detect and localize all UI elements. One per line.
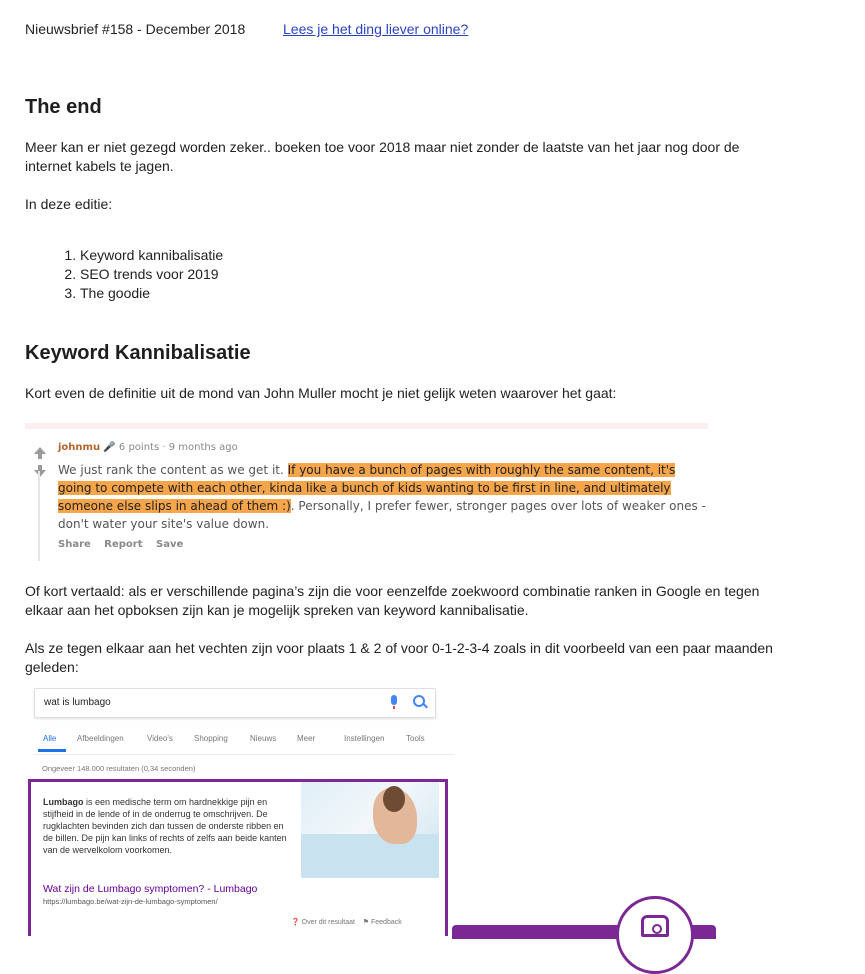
comment-age: 9 months ago bbox=[168, 442, 238, 453]
tab-news: Nieuws bbox=[250, 734, 277, 743]
comment-body bbox=[58, 461, 708, 533]
share-action: Share bbox=[58, 539, 91, 550]
snippet-description: is een medische term om hardnekkige pijn en stijfheid in de lende of in de onderrug te omschrijven. De rugklachten bevinden zich dan tussen de onderste ribben en de billen. De pijn kan links of rechts of zelfs aan beide kanten van de wervelkolom voorkomen. bbox=[43, 797, 287, 855]
explanation-paragraph: Of kort vertaald: als er verschillende pagina’s zijn die voor eenzelfde zoekwoord combinatie ranken in Google en tegen elkaar aan het opboksen zijn kan je mogelijk spreken van keyword kannibalisatie. bbox=[25, 583, 760, 618]
tab-images: Afbeeldingen bbox=[77, 734, 124, 743]
feedback-label: Feedback bbox=[371, 919, 402, 926]
feedback-icon: ⚑ bbox=[362, 919, 370, 926]
toc-item: 3. The goodie bbox=[80, 284, 223, 303]
snippet-keyword: Lumbago bbox=[43, 797, 84, 807]
vote-arrows bbox=[33, 447, 47, 477]
active-tab-underline bbox=[38, 749, 66, 752]
comment-actions bbox=[58, 539, 193, 550]
toc-item: 2. SEO trends voor 2019 bbox=[80, 265, 223, 284]
meta-separator: · bbox=[162, 442, 166, 453]
thread-line bbox=[38, 471, 40, 561]
result-count: Ongeveer 148.000 resultaten (0,34 seconden) bbox=[42, 764, 196, 773]
table-of-contents bbox=[25, 246, 223, 303]
snippet-footer bbox=[291, 918, 402, 926]
upvote-icon bbox=[34, 447, 46, 454]
save-action: Save bbox=[156, 539, 184, 550]
about-result: Over dit resultaat bbox=[301, 919, 355, 926]
newsletter-header bbox=[25, 21, 469, 37]
snippet-image bbox=[301, 782, 439, 878]
issue-label: Nieuwsbrief #158 - December 2018 bbox=[25, 21, 246, 37]
chat-widget-button[interactable] bbox=[616, 896, 694, 974]
search-icon bbox=[413, 695, 425, 707]
snippet-result-url: https://lumbago.be/wat-zijn-de-lumbago-symptomen/ bbox=[43, 897, 218, 906]
comment-meta bbox=[58, 442, 238, 453]
example-paragraph: Als ze tegen elkaar aan het vechten zijn voor plaats 1 & 2 of voor 0-1-2-3-4 zoals in dit voorbeeld van een paar maanden geleden: bbox=[25, 640, 773, 675]
section-title-keyword-kannibalisatie: Keyword Kannibalisatie bbox=[25, 342, 251, 364]
tab-videos: Video's bbox=[147, 734, 173, 743]
snippet-result-title: Wat zijn de Lumbago symptomen? - Lumbago bbox=[43, 883, 258, 895]
tab-more: Meer bbox=[297, 734, 316, 743]
read-online-link[interactable]: Lees je het ding liever online? bbox=[283, 21, 469, 37]
comment-highlight: If you have a bunch of pages with roughly the same content, it's going to compete with each other, kinda like a bunch of kids wanting to be first in line, and ultimately someone else slips in ahead of them :) bbox=[58, 463, 676, 513]
toc-item: 1. Keyword kannibalisatie bbox=[80, 246, 223, 265]
tab-settings: Instellingen bbox=[344, 734, 385, 743]
tab-tools: Tools bbox=[406, 734, 425, 743]
search-query: wat is lumbago bbox=[44, 697, 111, 708]
google-results-image bbox=[25, 678, 457, 936]
definition-intro: Kort even de definitie uit de mond van John Muller mocht je niet gelijk weten waarover het gaat: bbox=[25, 385, 617, 401]
featured-snippet bbox=[28, 779, 448, 936]
google-search-box bbox=[34, 688, 436, 718]
briefcase-icon bbox=[641, 915, 669, 937]
reddit-comment-image bbox=[25, 423, 708, 564]
comment-text-before: We just rank the content as we get it. bbox=[58, 463, 288, 477]
microphone-icon: 🎤 bbox=[103, 442, 116, 453]
edition-label: In deze editie: bbox=[25, 196, 113, 212]
tab-all: Alle bbox=[43, 734, 57, 743]
comment-user: johnmu bbox=[58, 442, 101, 453]
intro-paragraph: Meer kan er niet gezegd worden zeker.. boeken toe voor 2018 maar niet zonder de laatste van het jaar nog door de internet kabels te jagen. bbox=[25, 139, 740, 174]
google-tabs bbox=[34, 734, 454, 755]
comment-points: 6 points bbox=[118, 442, 160, 453]
help-icon: ❓ bbox=[291, 919, 300, 926]
comment-text-after: . Personally, I prefer fewer, stronger pages over lots of weaker ones - don't water your site's value down. bbox=[58, 499, 706, 531]
report-action: Report bbox=[104, 539, 143, 550]
tab-shopping: Shopping bbox=[194, 734, 228, 743]
section-title-the-end: The end bbox=[25, 96, 102, 118]
downvote-icon bbox=[34, 470, 46, 477]
snippet-text bbox=[43, 796, 293, 856]
voice-search-icon bbox=[391, 695, 397, 705]
